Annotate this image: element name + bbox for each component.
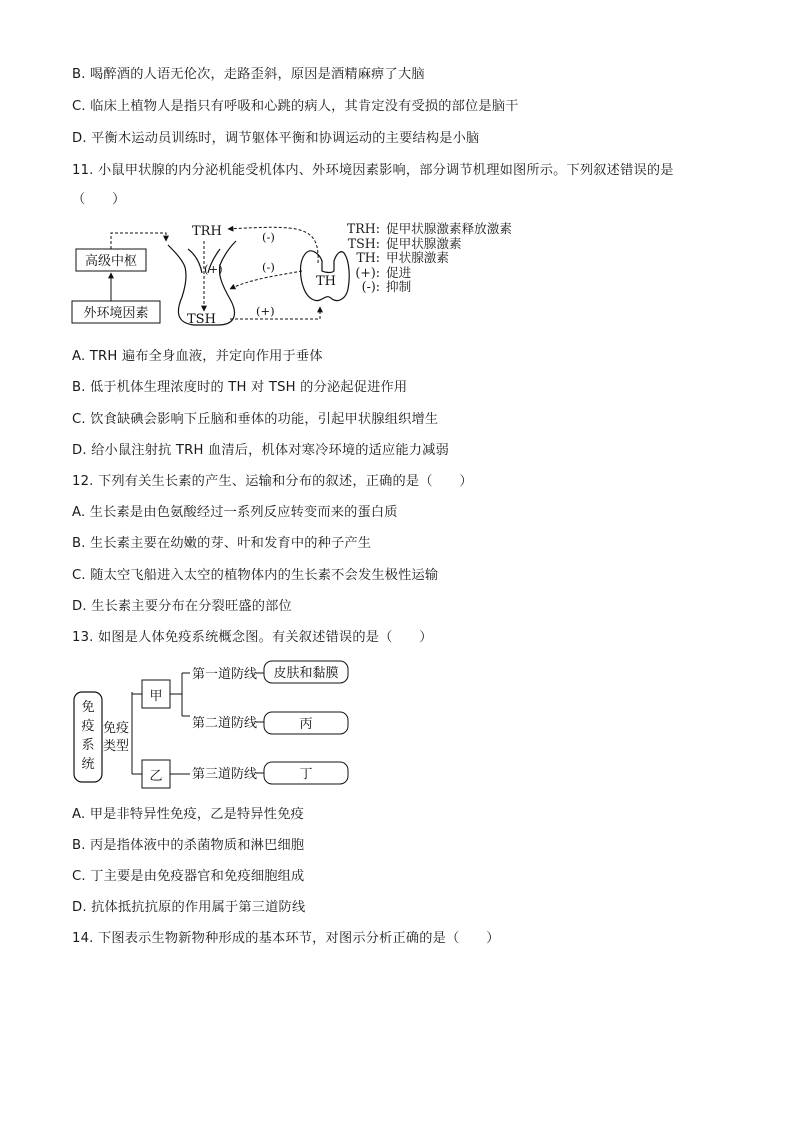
q11-stem: 11. 小鼠甲状腺的内分泌机能受机体内、外环境因素影响，部分调节机理如图所示。下列叙述错误的是: [72, 163, 674, 178]
tsh-th-plus-label: (+): [256, 304, 275, 318]
legend-row-trh: TRH: 促甲状腺激素释放激素: [346, 221, 512, 236]
legend-row-minus: (-): 抑制: [361, 279, 412, 295]
q12-option-d: D. 生长素主要分布在分裂旺盛的部位: [72, 599, 292, 614]
high-center-label: 高级中枢: [84, 254, 138, 269]
q12-option-a: A. 生长素是由色氨酸经过一系列反应转变而来的蛋白质: [72, 505, 398, 520]
thyroid-regulation-diagram: [70, 215, 350, 335]
diagram-legend: [344, 222, 512, 295]
q14-stem: 14. 下图表示生物新物种形成的基本环节，对图示分析正确的是（ ）: [72, 931, 500, 946]
q13-option-c: C. 丁主要是由免疫器官和免疫细胞组成: [72, 869, 305, 884]
q12-option-b: B. 生长素主要在幼嫩的芽、叶和发育中的种子产生: [72, 536, 372, 551]
q12-option-c: C. 随太空飞船进入太空的植物体内的生长素不会发生极性运输: [72, 568, 439, 583]
ding-label: 丁: [299, 767, 313, 782]
yi-label: 乙: [149, 769, 163, 784]
q10-option-b: B. 喝醉酒的人语无伦次，走路歪斜，原因是酒精麻痹了大脑: [72, 67, 425, 82]
q11-option-c: C. 饮食缺碘会影响下丘脑和垂体的功能，引起甲状腺组织增生: [72, 412, 439, 427]
bing-label: 丙: [299, 717, 313, 732]
jia-label: 甲: [149, 689, 163, 704]
defense-line-1: 第一道防线: [192, 667, 258, 682]
env-factor-label: 外环境因素: [83, 306, 149, 321]
q10-option-d: D. 平衡木运动员训练时，调节躯体平衡和协调运动的主要结构是小脑: [72, 131, 480, 146]
tsh-label: TSH: [187, 312, 216, 327]
feedback-minus-label-2: (-): [262, 260, 275, 274]
q13-option-b: B. 丙是指体液中的杀菌物质和淋巴细胞: [72, 838, 305, 853]
trh-plus-label: (+): [204, 262, 223, 276]
q13-stem: 13. 如图是人体免疫系统概念图。有关叙述错误的是（ ）: [72, 630, 433, 645]
q10-option-c: C. 临床上植物人是指只有呼吸和心跳的病人，其肯定没有受损的部位是脑干: [72, 99, 519, 114]
th-label: TH: [316, 274, 337, 289]
q11-option-a: A. TRH 遍布全身血液，并定向作用于垂体: [72, 349, 323, 364]
q13-option-d: D. 抗体抵抗抗原的作用属于第三道防线: [72, 900, 306, 915]
root-char-1: 免: [81, 700, 95, 715]
skin-mucosa-label: 皮肤和黏膜: [273, 666, 339, 681]
q13-option-a: A. 甲是非特异性免疫，乙是特异性免疫: [72, 807, 304, 822]
q11-paren: （ ）: [72, 192, 126, 207]
q11-option-b: B. 低于机体生理浓度时的 TH 对 TSH 的分泌起促进作用: [72, 380, 408, 395]
legend-row-tsh: TSH: 促甲状腺激素: [347, 235, 462, 251]
q12-stem: 12. 下列有关生长素的产生、运输和分布的叙述，正确的是（ ）: [72, 474, 473, 489]
feedback-minus-label-1: (-): [262, 230, 275, 244]
immune-type-line2: 类型: [102, 739, 130, 754]
tsh-to-th-arrow: [230, 307, 320, 319]
root-char-3: 系: [81, 738, 95, 753]
immune-system-concept-map: [70, 656, 360, 790]
q11-option-d: D. 给小鼠注射抗 TRH 血清后，机体对寒冷环境的适应能力减弱: [72, 443, 449, 458]
center-to-hypothalamus-arrow: [111, 233, 166, 249]
immune-type-line1: 免疫: [102, 721, 130, 736]
defense-line-3: 第三道防线: [192, 767, 258, 782]
legend-row-th: TH: 甲状腺激素: [356, 250, 449, 266]
root-char-4: 统: [81, 757, 95, 772]
jia-branch-lines: [170, 673, 190, 716]
legend-row-plus: (+): 促进: [355, 264, 412, 280]
trh-label: TRH: [192, 224, 222, 239]
defense-line-2: 第二道防线: [192, 716, 258, 731]
root-char-2: 疫: [81, 719, 95, 734]
